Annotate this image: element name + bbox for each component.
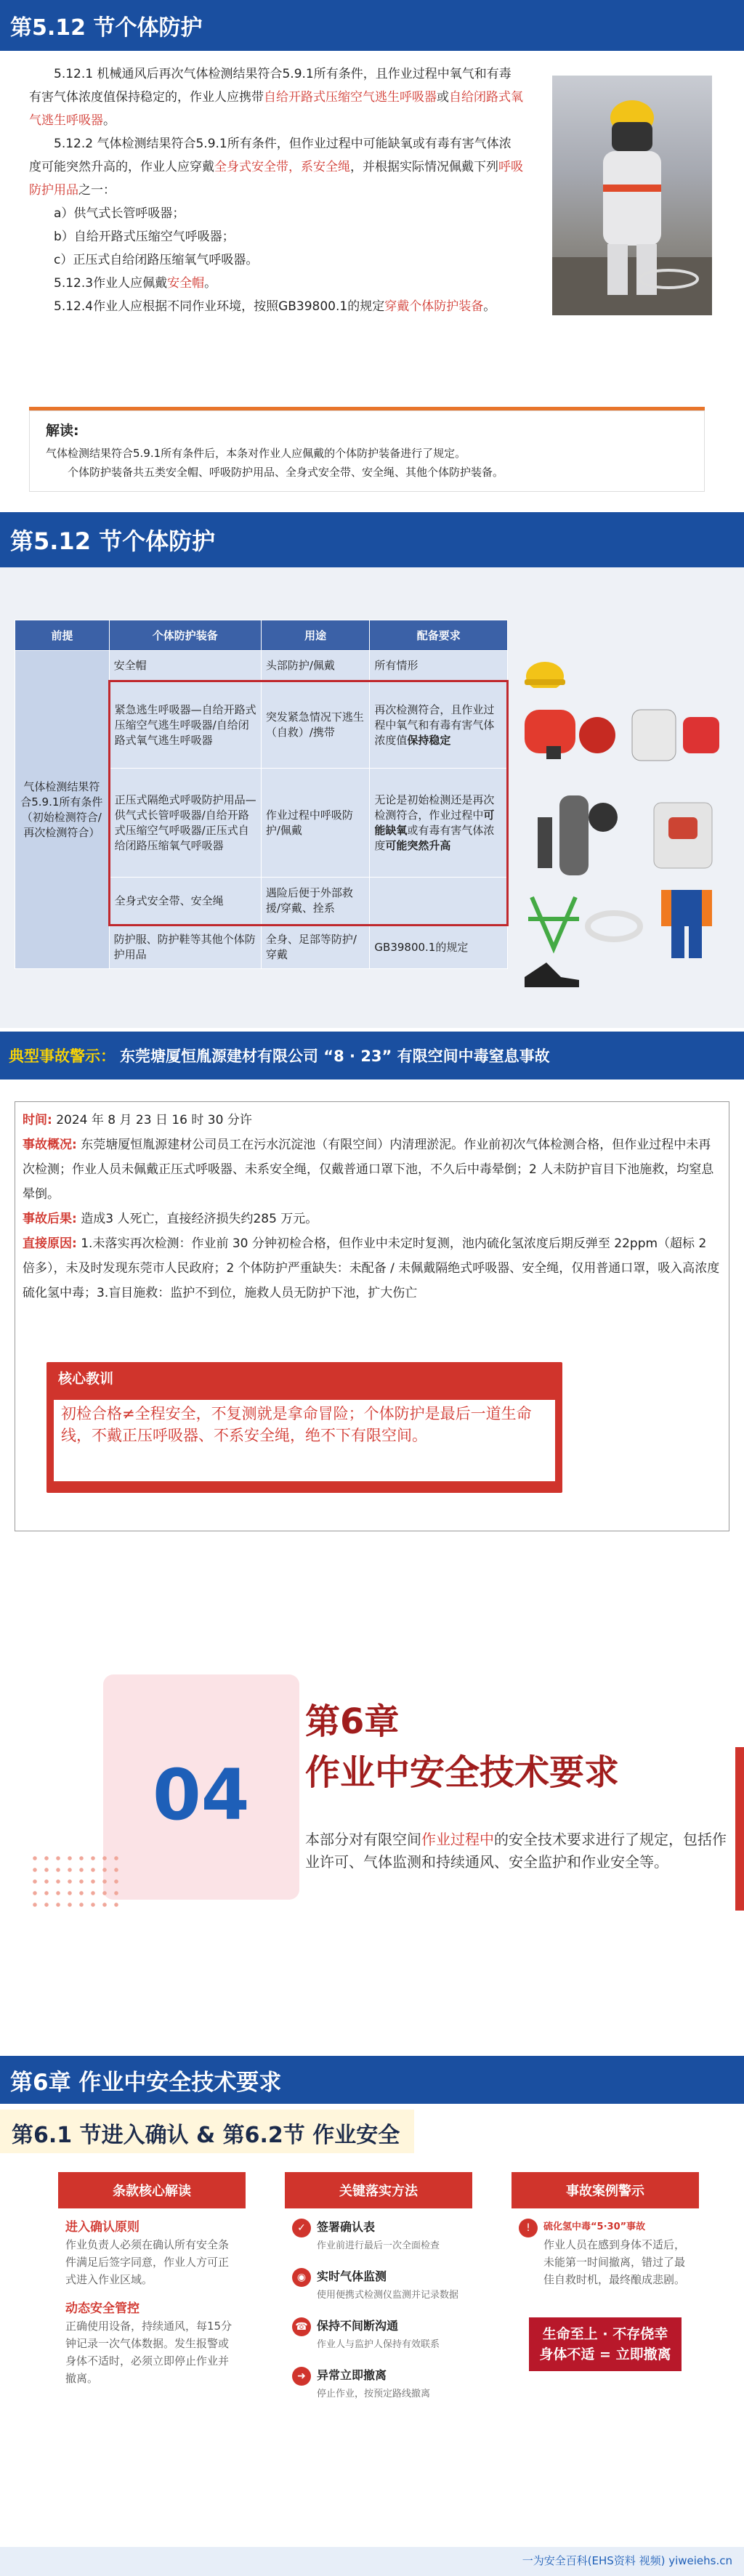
chapter-number: 04 <box>153 1754 250 1836</box>
decorative-dots <box>29 1852 124 1911</box>
slide-title: 第5.12 节个体防护 <box>0 512 744 567</box>
req-cell: 无论是初始检测还是再次检测符合，作业过程中可能缺氧或有毒有害气体浓度可能突然升高 <box>370 769 508 878</box>
monitor-icon: ◉ <box>292 2268 311 2287</box>
control-heading: 动态安全管控 <box>65 2301 140 2316</box>
explanation-line-2: 个体防护装备共五类安全帽、呼吸防护用品、全身式安全带、安全绳、其他个体防护装备。 <box>68 466 504 479</box>
footer-source: 一为安全百科(EHS资料 视频) yiweiehs.cn <box>0 2547 744 2576</box>
warning-icon: ! <box>519 2219 538 2237</box>
equip-cell: 防护服、防护鞋等其他个体防护用品 <box>109 926 261 969</box>
column-header: 条款核心解读 <box>58 2172 246 2208</box>
equip-cell: 紧急逃生呼吸器—自给开路式压缩空气逃生呼吸器/自给闭路式氧气逃生呼吸器 <box>109 681 261 769</box>
clause-5-12-2: 5.12.2 气体检测结果符合5.9.1所有条件，但作业过程中可能缺氧或有毒有害气体浓度可能突然升高的，作业人应穿戴全身式安全带，系安全绳，并根据实际情况佩戴下列呼吸防护用品之一： <box>29 137 523 198</box>
accident-title: 东莞塘厦恒胤源建材有限公司 “8 · 23” 有限空间中毒窒息事故 <box>120 1048 550 1065</box>
req-cell: GB39800.1的规定 <box>370 926 508 969</box>
clause-item-b: b）自给开路式压缩空气呼吸器； <box>54 230 235 244</box>
column-case-warning <box>512 2172 699 2519</box>
method-item: ☎ 保持不间断沟通 作业人与监护人保持有效联系 <box>292 2317 465 2352</box>
clause-5-12-1: 5.12.1 机械通风后再次气体检测结果符合5.9.1所有条件，且作业过程中氧气和有毒有害气体浓度值保持稳定的，作业人应携带自给开路式压缩空气逃生呼吸器或自给闭路式氧气逃生呼吸器。 <box>29 67 523 128</box>
section-subtitle: 第6.1 节进入确认 & 第6.2节 作业安全 <box>0 2110 414 2153</box>
slide-6-1-6-2 <box>0 2056 744 2576</box>
equip-cell: 全身式安全带、安全绳 <box>109 878 261 926</box>
clause-item-c: c）正压式自给闭路压缩氧气呼吸器。 <box>54 253 259 267</box>
use-cell: 作业过程中呼吸防护/佩戴 <box>261 769 370 878</box>
req-cell: 再次检测符合，且作业过程中氧气和有毒有害气体浓度值保持稳定 <box>370 681 508 769</box>
protective-suit-icon <box>647 883 727 963</box>
use-cell: 遇险后便于外部救援/穿戴、拴系 <box>261 878 370 926</box>
ppe-table <box>15 620 509 969</box>
column-header: 关键落实方法 <box>285 2172 472 2208</box>
accident-overview: 事故概况: 东莞塘厦恒胤源建材公司员工在污水沉淀池（有限空间）内清理淤泥。作业前初次气体检测合格，但作业过程中未再次检测；作业人员未佩戴正压式呼吸器、未系安全绳，仅戴普通口罩下池，不久后中毒晕倒；2 人未防护盲目下池施救，均窒息晕倒。 <box>23 1138 714 1202</box>
table-row <box>15 651 508 681</box>
method-item: ✓ 签署确认表 作业前进行最后一次全面检查 <box>292 2219 465 2253</box>
oxygen-respirator-icon <box>625 702 727 768</box>
chapter-heading <box>305 1696 619 1798</box>
case-body: 作业人员在感到身体不适后，未能第一时间撤离，错过了最佳自救时机，最终酿成悲剧。 <box>543 2238 686 2286</box>
worker-in-ppe-photo <box>552 76 712 315</box>
clause-5-12-4: 5.12.4作业人应根据不同作业环境，按照GB39800.1的规定穿戴个体防护装备。 <box>54 299 496 314</box>
explanation-line-1: 气体检测结果符合5.9.1所有条件后，本条对作业人应佩戴的个体防护装备进行了规定。 <box>46 447 466 460</box>
table-header-row <box>15 620 508 651</box>
control-text: 正确使用设备，持续通风，每15分钟记录一次气体数据。发生报警或身体不适时，必须立即停止作业并撤离。 <box>65 2320 232 2385</box>
safety-rope-icon <box>581 904 647 948</box>
equip-cell: 正压式隔绝式呼吸防护用品—供气式长管呼吸器/自给开路式压缩空气呼吸器/正压式自给闭路压缩氧气呼吸器 <box>109 769 261 878</box>
safety-shoe-icon <box>517 955 583 992</box>
slide-accident-case <box>0 1032 744 1540</box>
core-lesson-box <box>46 1362 562 1493</box>
accident-time: 时间: 2024 年 8 月 23 日 16 时 30 分许 <box>23 1113 252 1127</box>
header-requirement: 配备要求 <box>370 620 508 651</box>
communication-icon: ☎ <box>292 2317 311 2336</box>
chapter-description: 本部分对有限空间作业过程中的安全技术要求进行了规定，包括作业许可、气体监测和持续通风、安全监护和作业安全等。 <box>305 1831 727 1871</box>
decorative-red-bar <box>735 1747 744 1911</box>
slide-title: 第6章 作业中安全技术要求 <box>0 2056 744 2104</box>
scba-icon <box>523 788 625 883</box>
chapter-title: 作业中安全技术要求 <box>305 1752 620 1793</box>
equip-cell: 安全帽 <box>109 651 261 681</box>
slide-5-12-clause <box>0 0 744 509</box>
method-item: ◉ 实时气体监测 使用便携式检测仪监测并记录数据 <box>292 2268 465 2303</box>
premise-cell: 气体检测结果符合5.9.1所有条件（初始检测符合/再次检测符合） <box>15 651 110 969</box>
accident-result: 事故后果: 造成3 人死亡，直接经济损失约285 万元。 <box>23 1212 318 1226</box>
slide-title: 第5.12 节个体防护 <box>0 0 744 51</box>
hard-hat-icon <box>523 655 567 688</box>
method-item: ➜ 异常立即撤离 停止作业，按预定路线撤离 <box>292 2367 465 2402</box>
clause-item-a: a）供气式长管呼吸器； <box>54 206 185 221</box>
slide-title <box>0 1032 744 1080</box>
header-use: 用途 <box>261 620 370 651</box>
core-lesson-title: 核心教训 <box>58 1371 114 1387</box>
header-equipment: 个体防护装备 <box>109 620 261 651</box>
principle-heading: 进入确认原则 <box>65 2220 140 2235</box>
clause-text <box>29 62 523 318</box>
req-cell: 所有情形 <box>370 651 508 681</box>
motto-line-2: 身体不适 = 立即撤离 <box>539 2346 671 2362</box>
core-lesson-text: 初检合格≠全程安全，不复测就是拿命冒险；个体防护是最后一道生命线，不戴正压呼吸器、不系安全绳，绝不下有限空间。 <box>54 1400 555 1481</box>
chapter-label: 第6章 <box>305 1701 400 1742</box>
check-icon: ✓ <box>292 2219 311 2237</box>
case-title: 硫化氢中毒“5·30”事故 <box>543 2221 646 2232</box>
column-methods <box>285 2172 472 2519</box>
slide-ppe-table <box>0 512 744 1028</box>
safety-harness-icon <box>517 890 590 955</box>
motto-line-1: 生命至上 · 不存侥幸 <box>542 2326 668 2342</box>
use-cell: 头部防护/佩戴 <box>261 651 370 681</box>
explanation-box <box>29 410 705 492</box>
warning-label: 典型事故警示： <box>9 1048 116 1065</box>
explanation-title: 解读: <box>46 423 79 439</box>
use-cell: 全身、足部等防护/穿戴 <box>261 926 370 969</box>
use-cell: 突发紧急情况下逃生（自救）/携带 <box>261 681 370 769</box>
principle-text: 作业负责人必须在确认所有安全条件满足后签字同意，作业人方可正式进入作业区域。 <box>65 2238 230 2286</box>
compressed-air-respirator-icon <box>639 795 727 875</box>
accident-cause: 直接原因: 1.未落实再次检测：作业前 30 分钟初检合格，但作业中未定时复测，池内硫化氢浓度后期反弹至 22ppm（超标 2 倍多），未及时发现东莞市人民政府；2 个体防护严重缺失：未配备 / 未佩戴隔绝式呼吸器、安全绳，仅用普通口罩，吸入高浓度硫化氢中毒；3.盲目施救：监护不到位，施救人员无防护下池，扩大伤亡 <box>23 1236 720 1300</box>
motto-box <box>529 2317 682 2371</box>
column-interpretation <box>58 2172 246 2519</box>
exit-icon: ➜ <box>292 2367 311 2386</box>
column-header: 事故案例警示 <box>512 2172 699 2208</box>
header-premise: 前提 <box>15 620 110 651</box>
clause-5-12-3: 5.12.3作业人应佩戴安全帽。 <box>54 276 217 291</box>
req-cell <box>370 878 508 926</box>
escape-respirator-icon <box>517 695 619 768</box>
slide-chapter-divider <box>0 1544 744 2052</box>
